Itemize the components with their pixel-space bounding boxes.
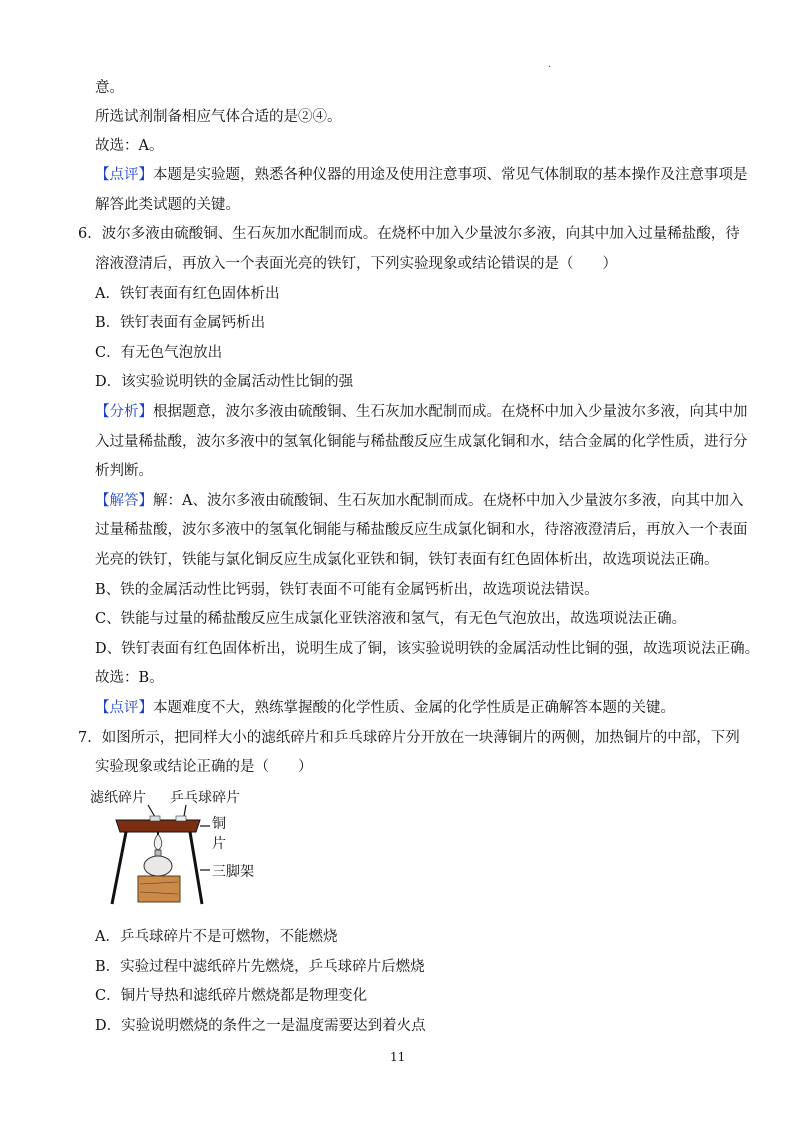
analysis-line: 析判断。 bbox=[95, 463, 153, 479]
question-7-option-b: B．实验过程中滤纸碎片先燃烧，乒乓球碎片后燃烧 bbox=[95, 959, 425, 975]
solution-line: B、铁的金属活动性比钙弱，铁钉表面不可能有金属钙析出，故选项说法错误。 bbox=[95, 582, 599, 598]
page-number: 11 bbox=[390, 1050, 406, 1064]
copper-plate bbox=[116, 820, 200, 832]
question-6-stem: 溶液澄清后，再放入一个表面光亮的铁钉，下列实验现象或结论错误的是（ ） bbox=[95, 256, 617, 272]
question-6-option-c: C．有无色气泡放出 bbox=[95, 345, 223, 361]
text-line: 故选：A。 bbox=[95, 138, 164, 154]
solution-line: 光亮的铁钉，铁能与氯化铜反应生成氯化亚铁和铜，铁钉表面有红色固体析出，故选项说法正确。 bbox=[95, 552, 719, 568]
question-7-stem: 7．如图所示，把同样大小的滤纸碎片和乒乓球碎片分开放在一块薄铜片的两侧，加热铜片的中部，下列 bbox=[78, 730, 740, 746]
solution-line: 过量稀盐酸，波尔多液中的氢氧化铜能与稀盐酸反应生成氯化铜和水，待溶液澄清后，再放入一个表面 bbox=[95, 522, 748, 538]
text-line: 解答此类试题的关键。 bbox=[95, 197, 240, 213]
solution-line: 【解答】解：A、波尔多液由硫酸铜、生石灰加水配制而成。在烧杯中加入少量波尔多液，向其中加入 bbox=[95, 493, 744, 509]
alcohol-lamp bbox=[144, 856, 172, 876]
solution-line: D、铁钉表面有红色固体析出，说明生成了铜，该实验说明铁的金属活动性比铜的强，故选项说法正确。 bbox=[95, 641, 760, 657]
page-dot: · bbox=[548, 62, 552, 73]
label-copper-1: 铜 bbox=[212, 816, 226, 832]
text-line: 所选试剂制备相应气体合适的是②④。 bbox=[95, 109, 342, 125]
question-6-stem: 6．波尔多液由硫酸铜、生石灰加水配制而成。在烧杯中加入少量波尔多液，向其中加入过量稀盐酸，待 bbox=[78, 226, 740, 242]
flame-icon bbox=[154, 834, 162, 850]
label-copper-2: 片 bbox=[212, 836, 226, 852]
analysis-line: 【分析】根据题意，波尔多液由硫酸铜、生石灰加水配制而成。在烧杯中加入少量波尔多液，向其中加 bbox=[95, 404, 748, 420]
analysis-line: 入过量稀盐酸，波尔多液中的氢氧化铜能与稀盐酸反应生成氯化铜和水，结合金属的化学性质，进行分 bbox=[95, 434, 748, 450]
review-tag: 【点评】 bbox=[95, 700, 153, 716]
question-6-option-d: D．该实验说明铁的金属活动性比铜的强 bbox=[95, 374, 354, 390]
question-7-option-d: D．实验说明燃烧的条件之一是温度需要达到着火点 bbox=[95, 1018, 426, 1034]
text-line: 意。 bbox=[95, 80, 124, 96]
question-6-option-a: A．铁钉表面有红色固体析出 bbox=[95, 286, 280, 302]
question-7-option-a: A．乒乓球碎片不是可燃物，不能燃烧 bbox=[95, 929, 338, 945]
filter-paper-piece bbox=[150, 816, 160, 821]
pingpong-piece bbox=[176, 816, 186, 821]
question-6-option-b: B．铁钉表面有金属钙析出 bbox=[95, 315, 266, 331]
question-7-stem: 实验现象或结论正确的是（ ） bbox=[95, 759, 313, 775]
experiment-figure bbox=[88, 786, 258, 910]
label-pingpong: 乒乓球碎片 bbox=[170, 790, 240, 806]
review-line: 【点评】本题难度不大，熟练掌握酸的化学性质、金属的化学性质是正确解答本题的关键。 bbox=[95, 700, 675, 716]
review-tag: 【点评】 bbox=[95, 167, 153, 183]
question-7-option-c: C．铜片导热和滤纸碎片燃烧都是物理变化 bbox=[95, 988, 368, 1004]
solution-line: 故选：B。 bbox=[95, 670, 164, 686]
label-filter-paper: 滤纸碎片 bbox=[90, 790, 146, 806]
solution-tag: 【解答】 bbox=[95, 493, 153, 509]
label-tripod: 三脚架 bbox=[212, 864, 254, 880]
review-line: 【点评】本题是实验题，熟悉各种仪器的用途及使用注意事项、常见气体制取的基本操作及注意事项是 bbox=[95, 167, 748, 183]
wooden-block bbox=[138, 876, 180, 902]
solution-line: C、铁能与过量的稀盐酸反应生成氯化亚铁溶液和氢气，有无色气泡放出，故选项说法正确。 bbox=[95, 611, 687, 627]
analysis-tag: 【分析】 bbox=[95, 404, 153, 420]
